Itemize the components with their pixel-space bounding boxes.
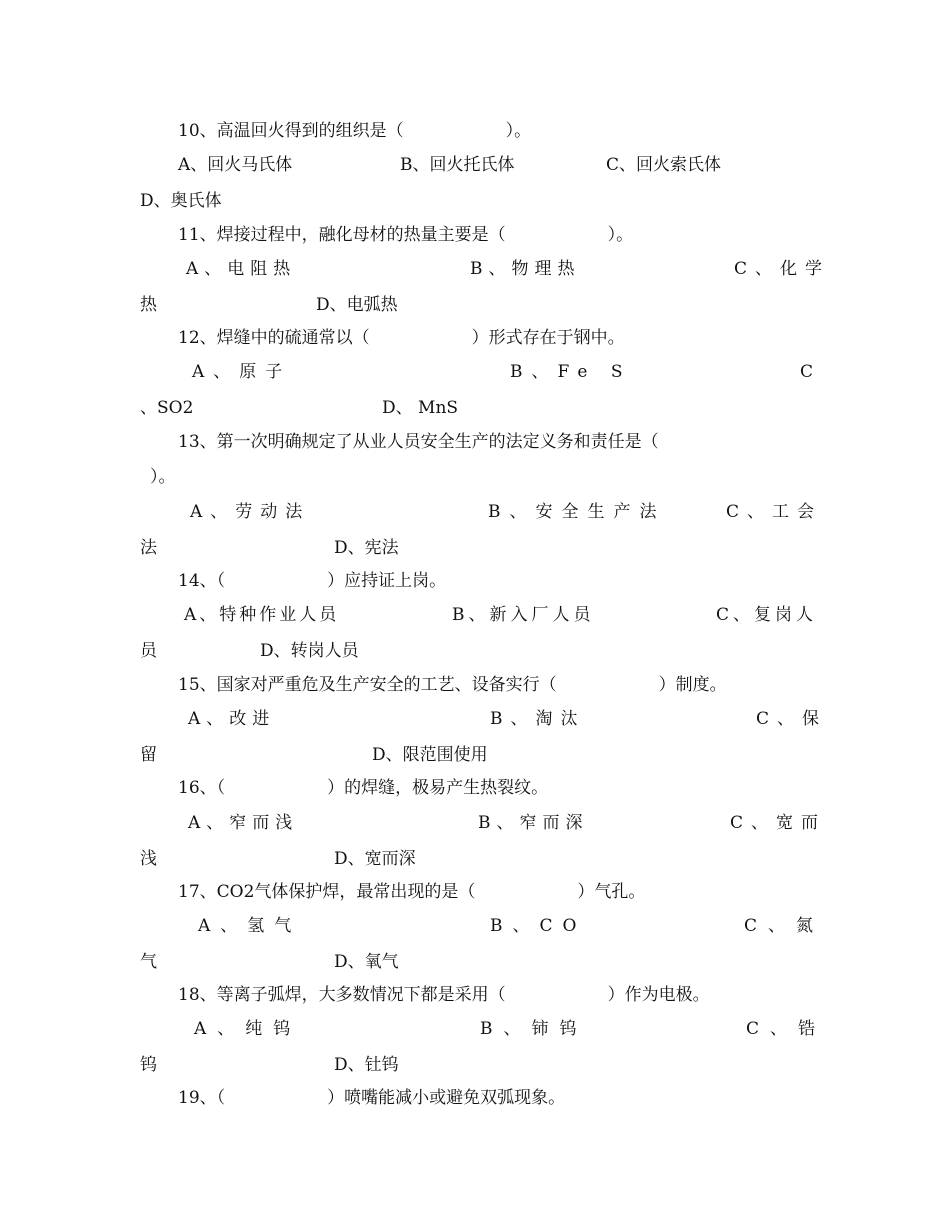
question-17-option-b: B、CO: [490, 916, 587, 936]
question-19-stem: 19、（ ）喷嘴能减小或避免双弧现象。: [178, 1088, 566, 1108]
question-13-stem: 13、第一次明确规定了从业人员安全生产的法定义务和责任是（: [178, 432, 659, 452]
question-14-option-c-wrap: 员: [140, 641, 157, 661]
question-12-option-c-wrap: 、SO2: [140, 398, 194, 418]
question-15-option-b: B、淘汰: [490, 709, 586, 729]
question-12-option-d: D、 MnS: [382, 398, 459, 418]
question-13-option-b: B、安全生产法: [488, 502, 666, 522]
question-14-option-c: C、复岗人: [716, 605, 818, 625]
question-14-option-b: B、新入厂人员: [452, 605, 595, 625]
question-11-option-c-wrap: 热: [140, 295, 157, 315]
question-13-option-a: A、劳动法: [190, 502, 311, 522]
question-15-option-a: A、改进: [188, 709, 276, 729]
question-10-option-b: B、回火托氏体: [400, 155, 515, 175]
question-15-option-d: D、限范围使用: [372, 745, 488, 765]
question-13-stem-wrap: ）。: [150, 467, 176, 487]
question-17-option-a: A、氢气: [198, 916, 302, 936]
question-15-option-c-wrap: 留: [140, 745, 157, 765]
question-14-option-a: A、特种作业人员: [184, 605, 340, 625]
question-11-option-a: A、电阻热: [186, 259, 297, 279]
question-11-option-c: C、化学: [734, 259, 831, 279]
question-13-option-d: D、宪法: [334, 538, 399, 558]
question-10-option-a: A、回火马氏体: [178, 155, 293, 175]
question-10-stem: 10、高温回火得到的组织是（ ）。: [178, 121, 532, 141]
question-16-option-c: C、宽而: [730, 813, 827, 833]
question-18-option-b: B、铈钨: [480, 1019, 588, 1039]
question-16-option-d: D、宽而深: [334, 849, 416, 869]
question-12-option-a: A、原子: [192, 362, 292, 382]
question-13-option-c: C、工会: [726, 502, 823, 522]
question-13-option-c-wrap: 法: [140, 538, 157, 558]
question-16-option-a: A、窄而浅: [188, 813, 299, 833]
question-10-option-c: C、回火索氏体: [606, 155, 722, 175]
question-17-option-c: C、氮: [744, 916, 825, 936]
question-15-option-c: C、保: [756, 709, 828, 729]
question-18-option-d: D、钍钨: [334, 1055, 399, 1075]
question-15-stem: 15、国家对严重危及生产安全的工艺、设备实行（ ）制度。: [178, 675, 727, 695]
question-18-option-a: A、纯钨: [194, 1019, 302, 1039]
question-12-option-b: B、Fe S: [510, 362, 632, 382]
question-11-stem: 11、焊接过程中，融化母材的热量主要是（ ）。: [178, 225, 634, 245]
question-11-option-d: D、电弧热: [316, 295, 398, 315]
question-16-option-c-wrap: 浅: [140, 849, 157, 869]
question-14-stem: 14、（ ）应持证上岗。: [178, 571, 447, 591]
question-14-option-d: D、转岗人员: [260, 641, 359, 661]
question-17-option-d: D、氧气: [334, 952, 399, 972]
question-17-stem: 17、CO2气体保护焊，最常出现的是（ ）气孔。: [178, 882, 646, 902]
question-10-option-d: D、奥氏体: [140, 191, 222, 211]
question-18-stem: 18、等离子弧焊，大多数情况下都是采用（ ）作为电极。: [178, 985, 710, 1005]
question-16-option-b: B、窄而深: [478, 813, 589, 833]
question-12-option-c: C: [800, 362, 814, 382]
question-18-option-c-wrap: 钨: [140, 1055, 157, 1075]
question-11-option-b: B、物理热: [470, 259, 581, 279]
question-18-option-c: C、锆: [746, 1019, 827, 1039]
question-17-option-c-wrap: 气: [140, 952, 157, 972]
question-16-stem: 16、（ ）的焊缝，极易产生热裂纹。: [178, 778, 549, 798]
question-12-stem: 12、焊缝中的硫通常以（ ）形式存在于钢中。: [178, 328, 625, 348]
